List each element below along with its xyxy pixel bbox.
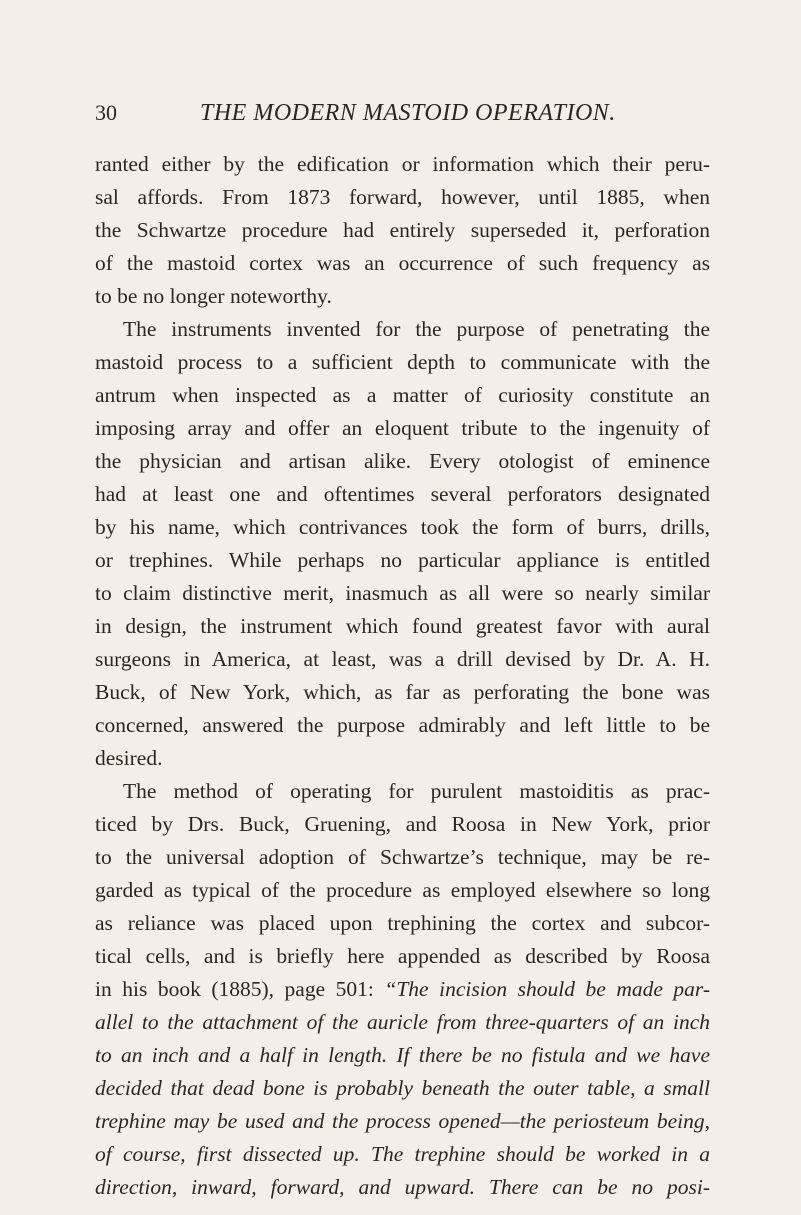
text-line: concerned, answered the purpose admirably and left little to be	[95, 713, 710, 737]
text-line: Buck, of New York, which, as far as perforating the bone was	[95, 680, 710, 704]
text-line: mastoid process to a sufficient depth to communicate with the	[95, 350, 710, 374]
text-line: trephine may be used and the process opened—the periosteum being,	[95, 1109, 710, 1133]
text-line: ticed by Drs. Buck, Gruening, and Roosa in New York, prior	[95, 812, 710, 836]
text-line: had at least one and oftentimes several perforators designated	[95, 482, 710, 506]
text-line: tical cells, and is briefly here appended as described by Roosa	[95, 944, 710, 968]
text-line: as reliance was placed upon trephining the cortex and subcor-	[95, 911, 710, 935]
text-line: The instruments invented for the purpose of penetrating the	[123, 317, 710, 341]
text-line-mixed	[95, 973, 710, 1006]
text-line: desired.	[95, 746, 163, 770]
text-line: to be no longer noteworthy.	[95, 284, 332, 308]
text-line: decided that dead bone is probably beneath the outer table, a small	[95, 1076, 710, 1100]
text-line: of course, first dissected up. The trephine should be worked in a	[95, 1142, 710, 1166]
text-fragment: in his book (1885), page 501:	[95, 977, 374, 1001]
body-text	[95, 148, 710, 1204]
book-title: THE MODERN MASTOID OPERATION.	[200, 100, 616, 126]
text-line: the Schwartze procedure had entirely superseded it, perforation	[95, 218, 710, 242]
text-line: surgeons in America, at least, was a drill devised by Dr. A. H.	[95, 647, 710, 671]
text-line: or trephines. While perhaps no particular appliance is entitled	[95, 548, 710, 572]
text-line: by his name, which contrivances took the form of burrs, drills,	[95, 515, 710, 539]
text-line: the physician and artisan alike. Every otologist of eminence	[95, 449, 710, 473]
running-head	[95, 100, 710, 140]
text-line: to the universal adoption of Schwartze’s technique, may be re-	[95, 845, 710, 869]
italic-fragment: “The incision should be made par-	[384, 977, 710, 1001]
text-line: imposing array and offer an eloquent tribute to the ingenuity of	[95, 416, 710, 440]
text-line: garded as typical of the procedure as employed elsewhere so long	[95, 878, 710, 902]
text-line: antrum when inspected as a matter of curiosity constitute an	[95, 383, 710, 407]
text-line: The method of operating for purulent mastoiditis as prac-	[123, 779, 710, 803]
text-line: to an inch and a half in length. If there be no fistula and we have	[95, 1043, 710, 1067]
text-line: to claim distinctive merit, inasmuch as all were so nearly similar	[95, 581, 710, 605]
text-line: of the mastoid cortex was an occurrence of such frequency as	[95, 251, 710, 275]
text-line: ranted either by the edification or information which their peru-	[95, 152, 710, 176]
text-line: allel to the attachment of the auricle from three-quarters of an inch	[95, 1010, 710, 1034]
text-line: direction, inward, forward, and upward. There can be no posi-	[95, 1175, 710, 1199]
page-number: 30	[95, 100, 117, 125]
text-line: in design, the instrument which found greatest favor with aural	[95, 614, 710, 638]
text-line: sal affords. From 1873 forward, however, until 1885, when	[95, 185, 710, 209]
